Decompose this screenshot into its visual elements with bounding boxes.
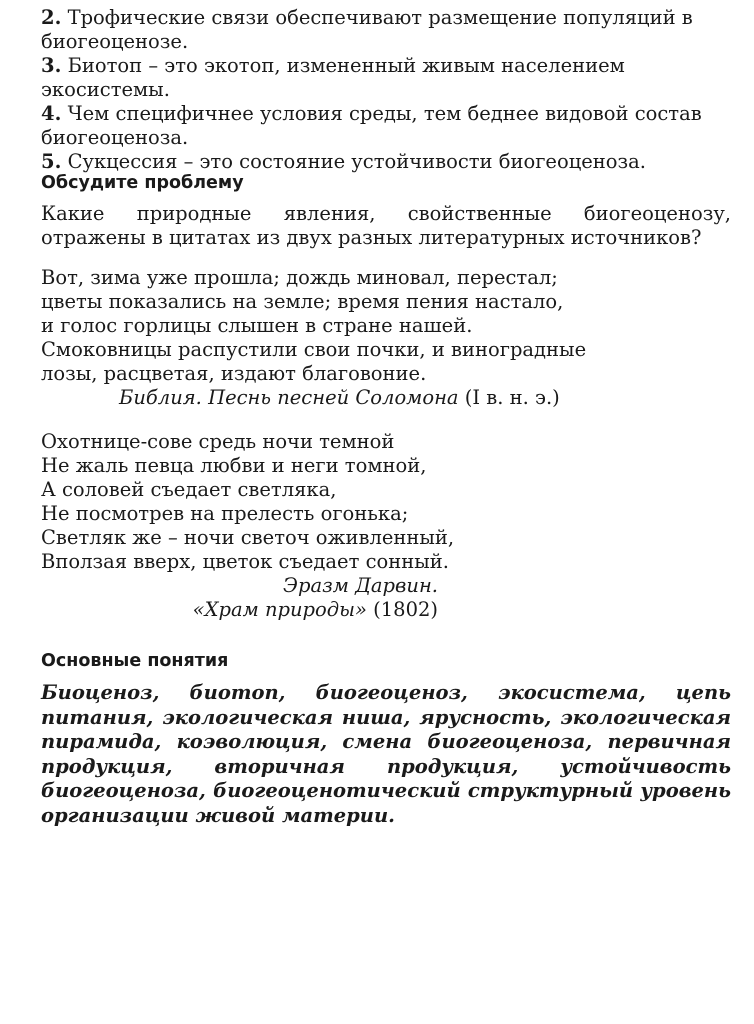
- statement-text: Биотоп – это экотоп, измененный живым населением экосистемы.: [41, 54, 625, 101]
- statement-item: [41, 6, 731, 54]
- quote-line: Вползая вверх, цветок съедает сонный.: [41, 550, 449, 573]
- quote-line: Смоковницы распустили свои почки, и виноградные: [41, 338, 587, 361]
- quote-attribution: [41, 574, 438, 622]
- statement-item: [41, 54, 731, 102]
- quote-source: [41, 386, 731, 410]
- quote-source-date: (I в. н. э.): [464, 386, 560, 409]
- statement-item: [41, 150, 731, 174]
- quote-author: Эразм Дарвин.: [283, 574, 438, 597]
- quote-work-year: (1802): [373, 598, 438, 621]
- concepts-text: Биоценоз, биотоп, биогеоценоз, экосистема, цепь питания, экологическая ниша, ярусность, экологическая пирамида, коэволюция, смена биогеоценоза, первичная продукция, вторичная продукция, устойчивость биогеоценоза, биогеоценотический структурный уровень организации живой материи.: [41, 681, 731, 827]
- statement-item: [41, 102, 731, 150]
- quote-line: и голос горлицы слышен в стране нашей.: [41, 314, 473, 337]
- bible-quote: [41, 266, 731, 410]
- quote-line: лозы, расцветая, издают благовоние.: [41, 362, 427, 385]
- darwin-quote: [41, 430, 731, 622]
- statement-number: 4.: [41, 102, 62, 125]
- quote-line: А соловей съедает светляка,: [41, 478, 337, 501]
- quote-line: Вот, зима уже прошла; дождь миновал, перестал;: [41, 266, 558, 289]
- statement-text: Трофические связи обеспечивают размещение популяций в биогеоценозе.: [41, 6, 693, 53]
- quote-work-line: [41, 598, 438, 622]
- concepts-heading: Основные понятия: [41, 651, 229, 671]
- statement-number: 3.: [41, 54, 62, 77]
- statement-list: [41, 6, 731, 174]
- quote-line: Охотнице-сове средь ночи темной: [41, 430, 395, 453]
- statement-number: 2.: [41, 6, 62, 29]
- quote-source-title: Библия. Песнь песней Соломона: [119, 386, 459, 409]
- quote-line: Не жаль певца любви и неги томной,: [41, 454, 427, 477]
- statement-text: Чем специфичнее условия среды, тем беднее видовой состав биогеоценоза.: [41, 102, 702, 149]
- quote-work-title: «Храм природы»: [192, 598, 367, 621]
- statement-number: 5.: [41, 150, 62, 173]
- discuss-heading: Обсудите проблему: [41, 173, 244, 193]
- quote-line: цветы показались на земле; время пения настало,: [41, 290, 564, 313]
- quote-line: Светляк же – ночи светоч оживленный,: [41, 526, 455, 549]
- statement-text: Сукцессия – это состояние устойчивости биогеоценоза.: [67, 150, 646, 173]
- quote-line: Не посмотрев на прелесть огонька;: [41, 502, 409, 525]
- discuss-question: Какие природные явления, свойственные биогеоценозу, отражены в цитатах из двух разных литературных источников?: [41, 202, 731, 249]
